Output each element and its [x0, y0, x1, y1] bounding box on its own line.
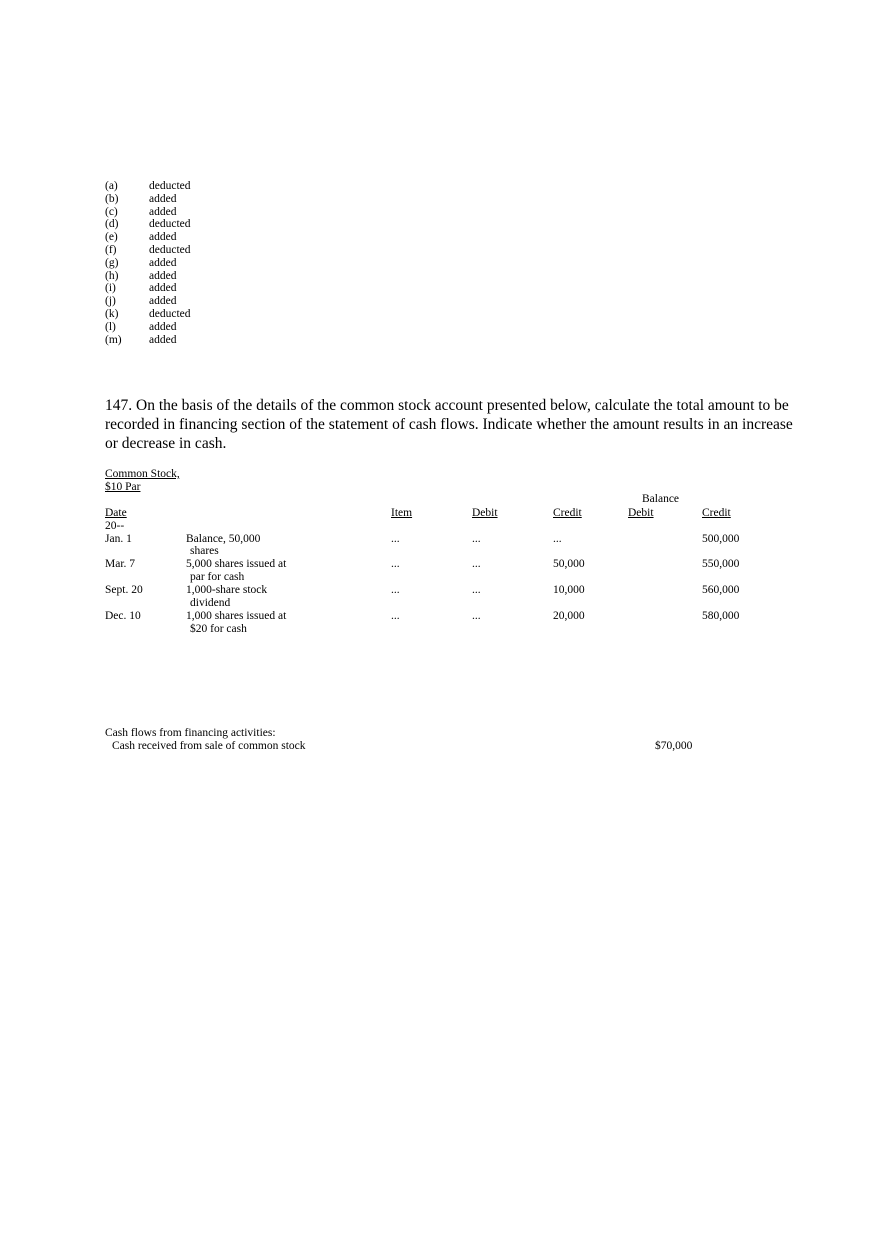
answer-value: deducted	[149, 244, 191, 256]
row-credit: 50,000	[553, 558, 585, 570]
row-credit: ...	[553, 533, 562, 545]
answer-letter: (m)	[105, 333, 122, 346]
answer-letter: (f)	[105, 244, 117, 256]
question-text	[105, 396, 793, 453]
answer-value: deducted	[149, 218, 191, 231]
answer-letter: (j)	[105, 295, 116, 308]
column-header-credit: Credit	[553, 507, 582, 519]
answer-letter: (i)	[105, 282, 116, 295]
column-header-date: Date	[105, 507, 127, 519]
row-credit: 20,000	[553, 610, 585, 622]
answer-value: added	[149, 295, 177, 308]
row-balance-credit: 550,000	[702, 558, 740, 570]
row-description-cont: par for cash	[190, 571, 245, 583]
answer-letter: (d)	[105, 218, 119, 231]
answer-value: added	[149, 256, 177, 269]
column-header-debit: Debit	[472, 507, 498, 519]
cash-flows-line-amount: $70,000	[655, 740, 693, 752]
row-credit: 10,000	[553, 584, 585, 596]
row-description: Balance, 50,000	[186, 533, 261, 545]
answer-letter: (h)	[105, 269, 119, 282]
account-title: Common Stock,	[105, 468, 180, 480]
answer-value: added	[149, 269, 177, 282]
answer-value: added	[149, 282, 177, 295]
answer-letter: (k)	[105, 308, 119, 320]
row-balance-credit: 500,000	[702, 533, 740, 545]
answer-value: added	[149, 231, 177, 244]
row-description: 1,000-share stock	[186, 584, 268, 596]
answer-letter: (g)	[105, 256, 119, 269]
row-description: 1,000 shares issued at	[186, 610, 287, 622]
answer-letter: (c)	[105, 205, 118, 218]
account-subtitle: $10 Par	[105, 481, 141, 493]
row-description-cont: shares	[190, 545, 219, 557]
row-date: Dec. 10	[105, 610, 141, 622]
column-header-item: Item	[391, 507, 413, 519]
row-debit: ...	[472, 558, 481, 570]
row-item: ...	[391, 584, 400, 596]
answer-value: added	[149, 205, 177, 218]
cash-flows-heading: Cash flows from financing activities:	[105, 727, 276, 739]
column-header-balance-credit: Credit	[702, 507, 731, 519]
row-description-cont: $20 for cash	[190, 623, 247, 635]
column-header-balance-debit: Debit	[628, 507, 654, 519]
row-balance-credit: 580,000	[702, 610, 740, 622]
row-debit: ...	[472, 533, 481, 545]
answer-value: added	[149, 192, 177, 205]
cash-flows-line-label: Cash received from sale of common stock	[112, 740, 306, 752]
answer-value: deducted	[149, 180, 191, 192]
row-date: Sept. 20	[105, 584, 143, 596]
row-description: 5,000 shares issued at	[186, 558, 287, 570]
answer-value: added	[149, 333, 177, 346]
question-line: 147. On the basis of the details of the common stock account presented below, calculate the total amount to be	[105, 397, 789, 414]
row-date: Mar. 7	[105, 558, 136, 570]
answer-letter: (e)	[105, 231, 118, 244]
answer-value: deducted	[149, 308, 191, 320]
row-balance-credit: 560,000	[702, 584, 740, 596]
row-item: ...	[391, 558, 400, 570]
row-description-cont: dividend	[190, 597, 231, 609]
row-item: ...	[391, 533, 400, 545]
answer-value: added	[149, 320, 177, 333]
row-debit: ...	[472, 584, 481, 596]
answer-letter: (a)	[105, 180, 118, 192]
question-line: or decrease in cash.	[105, 435, 227, 452]
year-label: 20--	[105, 520, 125, 532]
row-item: ...	[391, 610, 400, 622]
answer-letter: (b)	[105, 192, 119, 205]
answer-letter: (l)	[105, 320, 116, 333]
row-debit: ...	[472, 610, 481, 622]
question-line: recorded in financing section of the statement of cash flows. Indicate whether the amount results in an increase	[105, 416, 793, 433]
row-date: Jan. 1	[105, 533, 132, 545]
balance-header: Balance	[642, 493, 680, 505]
